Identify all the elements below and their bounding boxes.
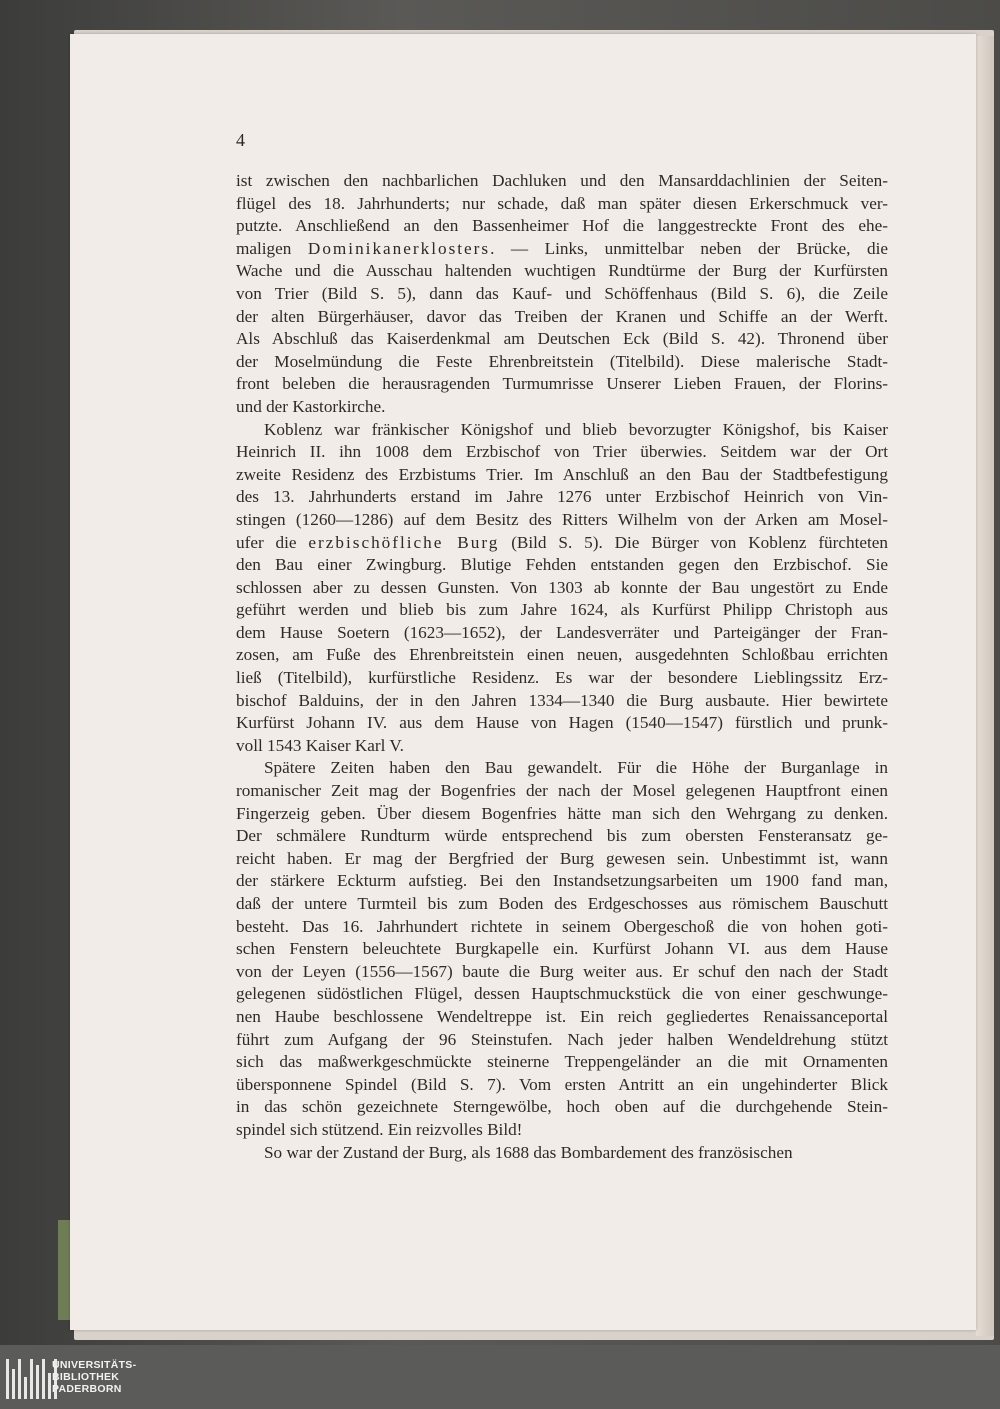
text-line: front beleben die herausragenden Turmumrisse Unserer Lieben Frauen, der Florins-: [236, 374, 888, 394]
page-edge: [976, 36, 994, 1336]
text-line: spindel sich stützend. Ein reizvolles Bild!: [236, 1119, 523, 1139]
text-line: maligen Dominikanerklosters. — Links, unmittelbar neben der Brücke, die: [236, 238, 888, 258]
text-line: zosen, am Fuße des Ehrenbreitstein einen neuen, ausgedehnten Schloßbau errichten: [236, 645, 888, 665]
text-line: besteht. Das 16. Jahrhundert richtete in seinem Obergeschoß die von hohen goti-: [236, 916, 888, 936]
text-line: Der schmälere Rundturm würde entsprechend bis zum obersten Fensteransatz ge-: [236, 826, 888, 846]
text-line: schlossen aber zu dessen Gunsten. Von 1303 ab konnte der Bau ungestört zu Ende: [236, 577, 888, 597]
text-line: Als Abschluß das Kaiserdenkmal am Deutschen Eck (Bild S. 42). Thronend über: [236, 329, 888, 349]
text-line: Koblenz war fränkischer Königshof und blieb bevorzugter Königshof, bis Kaiser: [264, 419, 888, 439]
text-line: Heinrich II. ihn 1008 dem Erzbischof von Trier überwies. Seitdem war der Ort: [236, 442, 888, 462]
logo-line: PADERBORN: [52, 1383, 122, 1395]
text-line: ließ (Titelbild), kurfürstliche Residenz. Es war der besondere Lieblingssitz Erz-: [236, 668, 888, 688]
paragraph: [236, 419, 888, 758]
library-logo-text: [52, 1359, 136, 1395]
logo-line: BIBLIOTHEK: [52, 1371, 120, 1383]
text-line: von Trier (Bild S. 5), dann das Kauf- und Schöffenhaus (Bild S. 6), die Zeile: [236, 283, 888, 303]
text-line: So war der Zustand der Burg, als 1688 das Bombardement des französischen: [264, 1142, 793, 1162]
footer-bar: [0, 1345, 1000, 1409]
paragraph: [236, 1142, 888, 1165]
text-line: reicht haben. Er mag der Bergfried der Burg gewesen sein. Unbestimmt ist, wann: [236, 848, 888, 868]
text-line: Wache und die Ausschau haltenden wuchtigen Rundtürme der Burg der Kurfürsten: [236, 261, 888, 281]
text-line: Kurfürst Johann IV. aus dem Hause von Hagen (1540—1547) fürstlich und prunk-: [236, 713, 888, 733]
text-line: Spätere Zeiten haben den Bau gewandelt. Für die Höhe der Burganlage in: [264, 758, 888, 778]
text-line: daß der untere Turmteil bis zum Boden des Erdgeschosses aus römischem Bauschutt: [236, 894, 888, 913]
paragraph: [236, 170, 888, 419]
text-line: stingen (1260—1286) auf dem Besitz des Ritters Wilhelm von der Arken am Mosel-: [236, 509, 888, 529]
paragraph: [236, 757, 888, 1141]
page-number: 4: [236, 130, 245, 150]
emphasis: Dominikanerklosters: [307, 238, 491, 258]
text-line: bischof Balduins, der in den Jahren 1334—1340 die Burg ausbaute. Hier bewirtete: [236, 690, 888, 710]
text-line: schen Fenstern beleuchtete Burgkapelle ein. Kurfürst Johann VI. aus dem Hause: [236, 939, 888, 959]
text-line: der stärkere Eckturm aufstieg. Bei den Instandsetzungsarbeiten um 1900 fand man,: [236, 871, 888, 891]
text-line: dem Hause Soetern (1623—1652), der Landesverräter und Parteigänger der Fran-: [236, 622, 888, 642]
text-line: zweite Residenz des Erzbistums Trier. Im Anschluß an den Bau der Stadtbefestigung: [236, 464, 888, 484]
text-line: nen Haube beschlossene Wendeltreppe ist. Ein reich gegliedertes Renaissanceportal: [236, 1006, 888, 1026]
text-line: und der Kastorkirche.: [236, 396, 386, 416]
body-text: [236, 170, 888, 1164]
text-line: in das schön gezeichnete Sterngewölbe, hoch oben auf die durchgehende Stein-: [236, 1097, 888, 1117]
text-line: der Moselmündung die Feste Ehrenbreitstein (Titelbild). Diese malerische Stadt-: [236, 351, 888, 371]
text-line: des 13. Jahrhunderts erstand im Jahre 1276 unter Erzbischof Heinrich von Vin-: [236, 487, 888, 507]
text-line: ist zwischen den nachbarlichen Dachluken und den Mansarddachlinien der Seiten-: [236, 171, 888, 190]
text-line: voll 1543 Kaiser Karl V.: [236, 735, 404, 755]
text-line: sich das maßwerkgeschmückte steinerne Treppengeländer an die mit Ornamenten: [236, 1052, 888, 1072]
text-line: gelegenen südöstlichen Flügel, dessen Hauptschmuckstück die von einer geschwunge-: [236, 984, 888, 1004]
text-line: der alten Bürgerhäuser, davor das Treiben der Kranen und Schiffe an der Werft.: [236, 306, 888, 326]
text-line: geführt werden und blieb bis zum Jahre 1624, als Kurfürst Philipp Christoph aus: [236, 600, 888, 620]
text-line: von der Leyen (1556—1567) baute die Burg weiter aus. Er schuf den nach der Stadt: [236, 961, 888, 981]
text-line: Fingerzeig geben. Über diesem Bogenfries hätte man sich den Wehrgang zu denken.: [236, 803, 888, 823]
library-logo-icon: [6, 1359, 57, 1399]
text-line: führt zum Aufgang der 96 Steinstufen. Nach jeder halben Wendeldrehung stützt: [236, 1029, 888, 1049]
text-line: den Bau einer Zwingburg. Blutige Fehden entstanden gegen den Erzbischof. Sie: [236, 555, 888, 575]
emphasis: erzbischöfliche Burg: [308, 532, 500, 552]
text-line: putzte. Anschließend an den Bassenheimer Hof die langgestreckte Front des ehe-: [236, 216, 888, 236]
text-line: übersponnene Spindel (Bild S. 7). Vom ersten Antritt an ein ungehinderter Blick: [236, 1074, 888, 1094]
text-line: flügel des 18. Jahrhunderts; nur schade, daß man später diesen Erkerschmuck ver-: [236, 193, 888, 213]
text-line: ufer die erzbischöfliche Burg (Bild S. 5). Die Bürger von Koblenz fürchteten: [236, 532, 888, 552]
logo-line: UNIVERSITÄTS-: [52, 1359, 137, 1371]
text-line: romanischer Zeit mag der Bogenfries der nach der Mosel gelegenen Hauptfront einen: [236, 781, 888, 801]
